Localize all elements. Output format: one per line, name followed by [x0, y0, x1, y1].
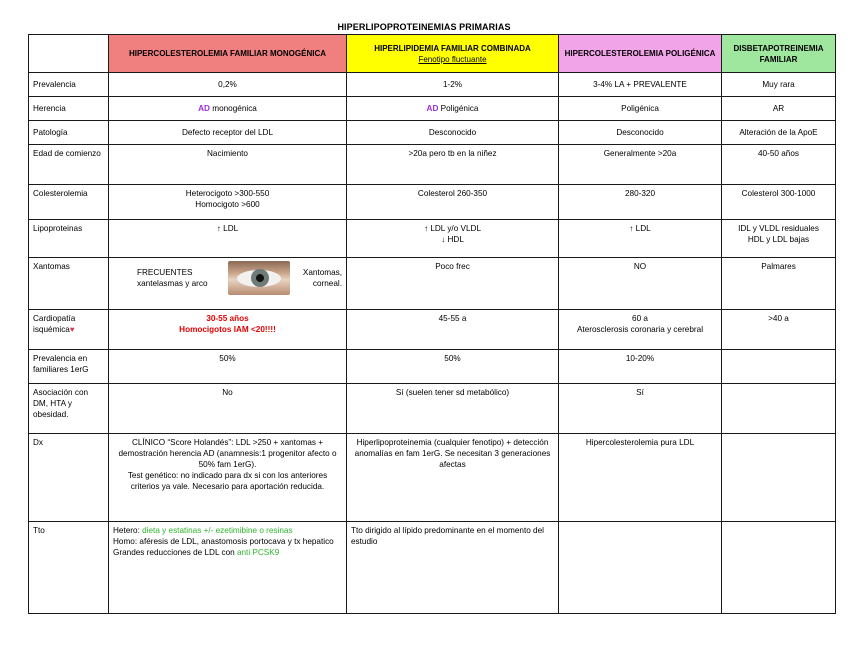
row-label: Xantomas [29, 258, 109, 310]
header-combinada-sub: Fenotipo fluctuante [418, 54, 487, 64]
cell-text: monogénica [209, 104, 257, 113]
row-prevalencia [29, 73, 836, 97]
cell [109, 258, 347, 310]
cell-line: ↑ LDL y/o VLDL [423, 224, 482, 233]
cell [109, 310, 347, 350]
cell [109, 522, 347, 614]
cell: Sí [559, 384, 722, 434]
cell-line: 60 a [632, 314, 648, 323]
cell: Alteración de la ApoE [722, 121, 836, 145]
cell [722, 384, 836, 434]
cell [109, 185, 347, 220]
header-row [29, 35, 836, 73]
cell: >20a pero tb en la niñez [347, 145, 559, 185]
cell: Hiperlipoproteinemia (cualquier fenotipo) + detección anomalías en fam 1erG. Se necesitan 3 generaciones afectas [347, 434, 559, 522]
cell [722, 434, 836, 522]
row-xantomas [29, 258, 836, 310]
cell: Sí (suelen tener sd metabólico) [347, 384, 559, 434]
cell: >40 a [722, 310, 836, 350]
row-asociacion [29, 384, 836, 434]
cell: NO [559, 258, 722, 310]
row-lipoproteinas [29, 220, 836, 258]
header-combinada [347, 35, 559, 73]
row-label [29, 310, 109, 350]
ad-tag: AD [198, 104, 210, 113]
row-label: Edad de comienzo [29, 145, 109, 185]
broken-heart-icon: ♥ [69, 325, 75, 334]
cell-line: Test genético: no indicado para dx si con los anteriores criterios ya vale. Necesario para aportación reducida. [127, 471, 328, 491]
row-patologia [29, 121, 836, 145]
cell: No [109, 384, 347, 434]
row-colesterolemia [29, 185, 836, 220]
cell-text: Cardiopatía isquémica [33, 314, 76, 334]
cell-line: Heterocigoto >300-550 [185, 189, 270, 198]
cell-text-green: dieta y estatinas +/- ezetimibine o resinas [142, 526, 293, 535]
cell-line [113, 525, 342, 536]
cell: ↑ LDL [559, 220, 722, 258]
cell [722, 350, 836, 384]
ad-tag: AD [426, 104, 439, 113]
cell: Hipercolesterolemia pura LDL [559, 434, 722, 522]
cell: Colesterol 260-350 [347, 185, 559, 220]
cell: 280-320 [559, 185, 722, 220]
row-label: Herencia [29, 97, 109, 121]
cell: 45-55 a [347, 310, 559, 350]
cell-line [113, 547, 342, 558]
row-cardiopatia [29, 310, 836, 350]
row-label: Prevalencia en familiares 1erG [29, 350, 109, 384]
cell-text-green: anti PCSK9 [236, 548, 280, 557]
cell: 1-2% [347, 73, 559, 97]
cell-line: HDL y LDL bajas [747, 235, 810, 244]
cell: Colesterol 300-1000 [722, 185, 836, 220]
cell [347, 220, 559, 258]
cell-line: IDL y VLDL residuales [738, 224, 819, 233]
cell: Poco frec [347, 258, 559, 310]
cell-line: 30-55 años [206, 314, 249, 323]
cell [347, 97, 559, 121]
cell [559, 522, 722, 614]
cell [109, 97, 347, 121]
cell: Muy rara [722, 73, 836, 97]
eye-image [228, 261, 290, 295]
cell-line: Homocigotos IAM <20!!!! [179, 325, 276, 334]
cell [559, 310, 722, 350]
page-title: HIPERLIPOPROTEINEMIAS PRIMARIAS [337, 22, 511, 32]
cell-text: Xantomas, corneal. [302, 268, 342, 288]
cell-line: Aterosclerosis coronaria y cerebral [576, 325, 704, 334]
row-label: Asociación con DM, HTA y obesidad. [29, 384, 109, 434]
cell-line: CLÍNICO “Score Holandés”: LDL >250 + xantomas + demostración herencia AD (anamnesis:1 progenitor afecto o 50% fam 1erG). [118, 438, 337, 469]
cell-line: ↓ HDL [441, 235, 464, 244]
cell: Palmares [722, 258, 836, 310]
header-monogenica: HIPERCOLESTEROLEMIA FAMILIAR MONOGÉNICA [109, 35, 347, 73]
row-tto [29, 522, 836, 614]
cell: 0,2% [109, 73, 347, 97]
cell: 50% [347, 350, 559, 384]
cell: Defecto receptor del LDL [109, 121, 347, 145]
row-label: Colesterolemia [29, 185, 109, 220]
cell: 10-20% [559, 350, 722, 384]
row-label: Patología [29, 121, 109, 145]
cell-line: Homo: aféresis de LDL, anastomosis portocava y tx hepatico [113, 537, 334, 546]
cell: ↑ LDL [109, 220, 347, 258]
row-label: Prevalencia [29, 73, 109, 97]
header-disbeta: DISBETAPOTREINEMIA FAMILIAR [722, 35, 836, 73]
header-combinada-title: HIPERLIPIDEMIA FAMILIAR COMBINADA [374, 43, 531, 53]
cell-line: Homocigoto >600 [195, 200, 260, 209]
row-label: Dx [29, 434, 109, 522]
cell-text: FRECUENTES xantelasmas y arco [137, 268, 208, 288]
cell: 3-4% LA + PREVALENTE [559, 73, 722, 97]
cell: Nacimiento [109, 145, 347, 185]
row-edad [29, 145, 836, 185]
row-prevalencia-familiares [29, 350, 836, 384]
cell: 40-50 años [722, 145, 836, 185]
cell-text: Grandes reducciones de LDL con [113, 548, 237, 557]
lipoprotein-table [28, 34, 836, 614]
header-poligenica: HIPERCOLESTEROLEMIA POLIGÉNICA [559, 35, 722, 73]
corner-cell [29, 35, 109, 73]
cell [722, 220, 836, 258]
cell: Desconocido [559, 121, 722, 145]
cell [109, 434, 347, 522]
cell-text: Poligénica [438, 104, 479, 113]
cell: Desconocido [347, 121, 559, 145]
cell: 50% [109, 350, 347, 384]
row-herencia [29, 97, 836, 121]
row-label: Lipoproteinas [29, 220, 109, 258]
cell: Generalmente >20a [559, 145, 722, 185]
cell-text: Hetero: [113, 526, 143, 535]
cell: AR [722, 97, 836, 121]
cell [722, 522, 836, 614]
cell: Poligénica [559, 97, 722, 121]
row-dx [29, 434, 836, 522]
row-label: Tto [29, 522, 109, 614]
cell: Tto dirigido al lípido predominante en el momento del estudio [347, 522, 559, 614]
